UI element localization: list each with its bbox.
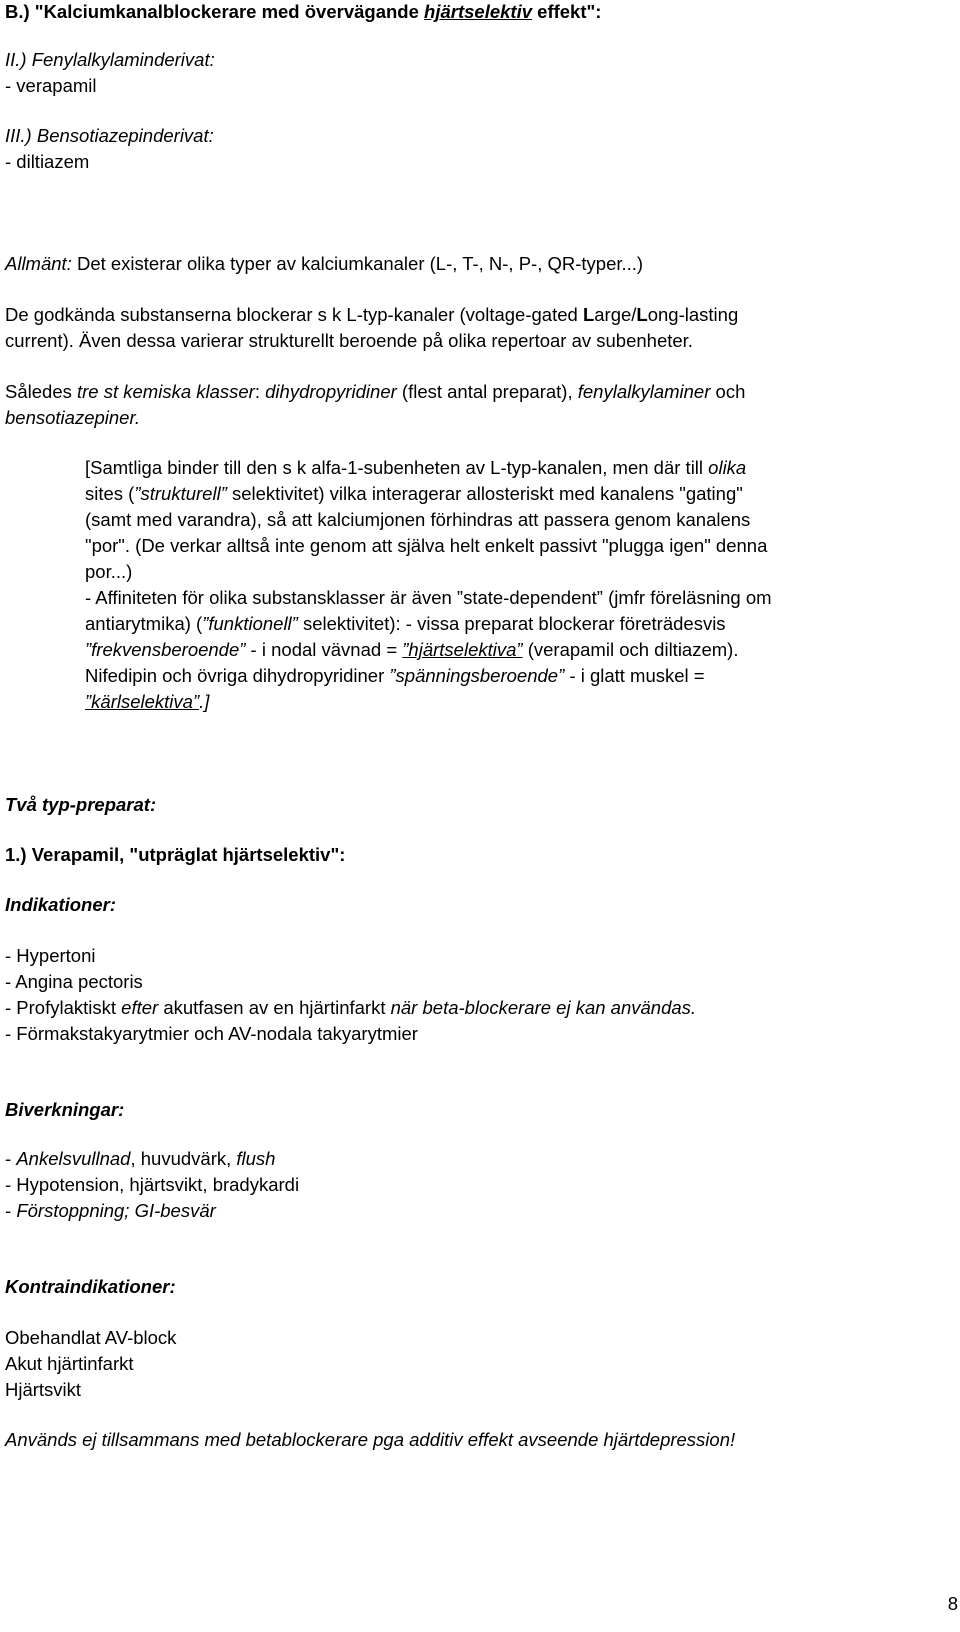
fenylalkylamin-label: II.) Fenylalkylaminderivat: bbox=[5, 49, 215, 70]
para1-line2: current). Även dessa varierar strukturellt beroende på olika repertoar av subenheter. bbox=[5, 330, 693, 351]
para2-line2: bensotiazepiner. bbox=[5, 407, 141, 428]
biverkning-item: - Förstoppning; GI-besvär bbox=[5, 1200, 216, 1221]
bensotiazepin-label: III.) Bensotiazepinderivat: bbox=[5, 125, 214, 146]
kontraindikationer-heading: Kontraindikationer: bbox=[5, 1276, 176, 1297]
bracket-line7: antiarytmika) (”funktionell” selektivitet): - vissa preparat blockerar företrädesvis bbox=[85, 613, 726, 634]
kontraindikation-note: Används ej tillsammans med betablockerare pga additiv effekt avseende hjärtdepression! bbox=[5, 1429, 736, 1450]
diltiazem-item: - diltiazem bbox=[5, 151, 90, 172]
bracket-line4: "por". (De verkar alltså inte genom att själva helt enkelt passivt "plugga igen" denna bbox=[85, 535, 768, 556]
kontraindikation-item: Akut hjärtinfarkt bbox=[5, 1353, 134, 1374]
bracket-line1: [Samtliga binder till den s k alfa-1-subenheten av L-typ-kanalen, men där till olika bbox=[85, 457, 747, 478]
page-number: 8 bbox=[947, 1593, 958, 1614]
para2-line1: Således tre st kemiska klasser: dihydropyridiner (flest antal preparat), fenylalkylaminer och bbox=[5, 381, 746, 402]
biverkning-item: - Ankelsvullnad, huvudvärk, flush bbox=[5, 1148, 276, 1169]
kontraindikation-item: Hjärtsvikt bbox=[5, 1379, 82, 1400]
kontraindikation-item: Obehandlat AV-block bbox=[5, 1327, 177, 1348]
indikation-item: - Hypertoni bbox=[5, 945, 96, 966]
verapamil-heading: 1.) Verapamil, "utpräglat hjärtselektiv": bbox=[5, 844, 346, 865]
indikation-item: - Förmakstakyarytmier och AV-nodala takyarytmier bbox=[5, 1023, 418, 1044]
bracket-line10: ”kärlselektiva”.] bbox=[85, 691, 210, 712]
para1-line1: De godkända substanserna blockerar s k L-typ-kanaler (voltage-gated Large/Long-lasting bbox=[5, 304, 739, 325]
indikationer-heading: Indikationer: bbox=[5, 894, 117, 915]
biverkning-item: - Hypotension, hjärtsvikt, bradykardi bbox=[5, 1174, 300, 1195]
indikation-item: - Angina pectoris bbox=[5, 971, 143, 992]
verapamil-item: - verapamil bbox=[5, 75, 97, 96]
indikation-item: - Profylaktiskt efter akutfasen av en hjärtinfarkt när beta-blockerare ej kan användas. bbox=[5, 997, 697, 1018]
bracket-line9: Nifedipin och övriga dihydropyridiner ”spänningsberoende” - i glatt muskel = bbox=[85, 665, 705, 686]
bracket-line6: - Affiniteten för olika substansklasser är även ”state-dependent” (jmfr föreläsning om bbox=[85, 587, 772, 608]
allmant-line: Allmänt: Det existerar olika typer av kalciumkanaler (L-, T-, N-, P-, QR-typer...) bbox=[5, 253, 644, 274]
tva-typ-heading: Två typ-preparat: bbox=[5, 794, 157, 815]
bracket-line3: (samt med varandra), så att kalciumjonen förhindras att passera genom kanalens bbox=[85, 509, 751, 530]
biverkningar-heading: Biverkningar: bbox=[5, 1099, 125, 1120]
bracket-line5: por...) bbox=[85, 561, 133, 582]
bracket-line2: sites (”strukturell” selektivitet) vilka interagerar allosteriskt med kanalens "gating" bbox=[85, 483, 743, 504]
bracket-line8: ”frekvensberoende” - i nodal vävnad = ”hjärtselektiva” (verapamil och diltiazem). bbox=[85, 639, 739, 660]
section-b-heading: B.) "Kalciumkanalblockerare med övervägande hjärtselektiv effekt": bbox=[5, 1, 602, 22]
